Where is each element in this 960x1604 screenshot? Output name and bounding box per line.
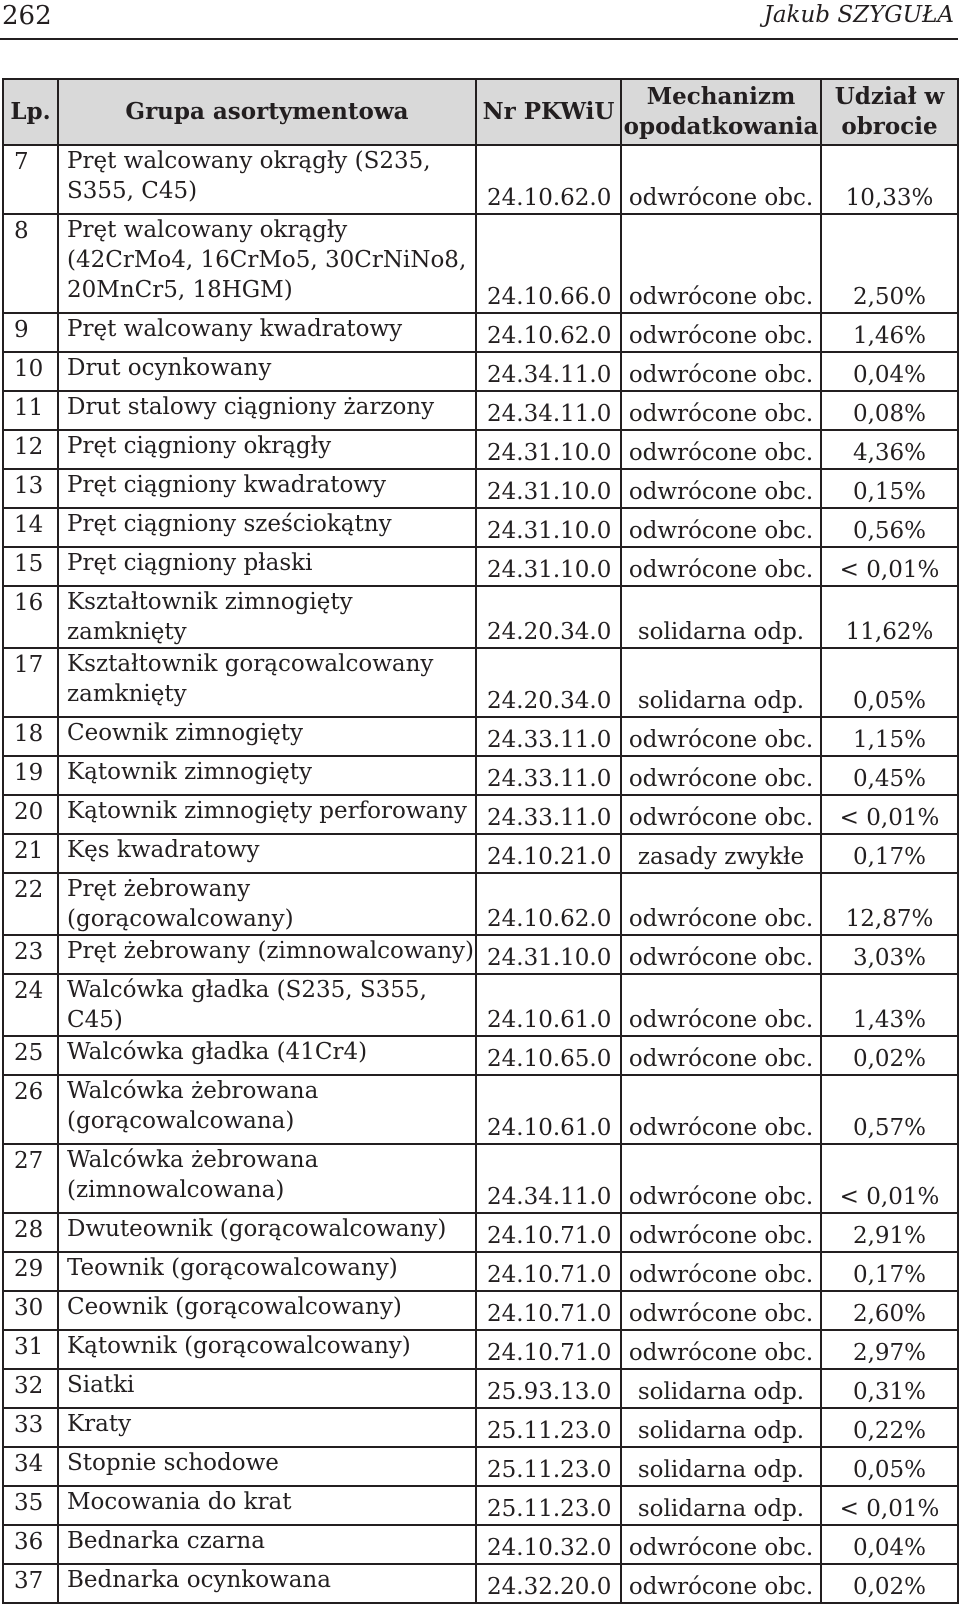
cell-lp: 11 <box>3 391 58 430</box>
cell-group: Walcówka żebrowana (gorącowalcowana) <box>58 1075 476 1144</box>
cell-pkwiu: 24.33.11.0 <box>476 756 621 795</box>
cell-share: 2,91% <box>821 1213 958 1252</box>
cell-share: 0,02% <box>821 1564 958 1603</box>
cell-group: Ceownik (gorącowalcowany) <box>58 1291 476 1330</box>
table-row <box>3 717 958 756</box>
cell-lp: 19 <box>3 756 58 795</box>
table-row <box>3 313 958 352</box>
cell-share: < 0,01% <box>821 1144 958 1213</box>
table-row <box>3 1369 958 1408</box>
cell-group: Pręt ciągniony kwadratowy <box>58 469 476 508</box>
table-body <box>3 145 958 1603</box>
cell-pkwiu: 24.10.71.0 <box>476 1330 621 1369</box>
table-row <box>3 1447 958 1486</box>
table-row <box>3 1330 958 1369</box>
table-row <box>3 1213 958 1252</box>
cell-lp: 10 <box>3 352 58 391</box>
column-header-pkwiu: Nr PKWiU <box>476 79 621 145</box>
cell-pkwiu: 24.31.10.0 <box>476 469 621 508</box>
cell-lp: 16 <box>3 586 58 648</box>
cell-mechanism: zasady zwykłe <box>621 834 821 873</box>
table-row <box>3 795 958 834</box>
cell-share: 12,87% <box>821 873 958 935</box>
cell-pkwiu: 25.93.13.0 <box>476 1369 621 1408</box>
cell-share: 1,46% <box>821 313 958 352</box>
cell-lp: 35 <box>3 1486 58 1525</box>
cell-mechanism: odwrócone obc. <box>621 717 821 756</box>
cell-mechanism: odwrócone obc. <box>621 1075 821 1144</box>
cell-group: Walcówka żebrowana (zimnowalcowana) <box>58 1144 476 1213</box>
cell-lp: 17 <box>3 648 58 717</box>
column-header-lp: Lp. <box>3 79 58 145</box>
cell-mechanism: solidarna odp. <box>621 1408 821 1447</box>
cell-lp: 14 <box>3 508 58 547</box>
cell-mechanism: odwrócone obc. <box>621 313 821 352</box>
cell-group: Ceownik zimnogięty <box>58 717 476 756</box>
cell-lp: 27 <box>3 1144 58 1213</box>
table-row <box>3 430 958 469</box>
cell-share: 4,36% <box>821 430 958 469</box>
cell-share: < 0,01% <box>821 1486 958 1525</box>
cell-group: Drut ocynkowany <box>58 352 476 391</box>
cell-share: 11,62% <box>821 586 958 648</box>
cell-share: < 0,01% <box>821 547 958 586</box>
page-header <box>0 0 958 40</box>
cell-group: Pręt walcowany okrągły (S235, S355, C45) <box>58 145 476 214</box>
cell-mechanism: solidarna odp. <box>621 586 821 648</box>
cell-mechanism: odwrócone obc. <box>621 430 821 469</box>
cell-lp: 33 <box>3 1408 58 1447</box>
cell-group: Kęs kwadratowy <box>58 834 476 873</box>
table-row <box>3 648 958 717</box>
cell-lp: 32 <box>3 1369 58 1408</box>
cell-share: 2,97% <box>821 1330 958 1369</box>
cell-lp: 25 <box>3 1036 58 1075</box>
cell-share: 0,45% <box>821 756 958 795</box>
cell-mechanism: odwrócone obc. <box>621 795 821 834</box>
table-row <box>3 508 958 547</box>
cell-group: Bednarka czarna <box>58 1525 476 1564</box>
cell-mechanism: odwrócone obc. <box>621 214 821 313</box>
cell-lp: 22 <box>3 873 58 935</box>
cell-group: Drut stalowy ciągniony żarzony <box>58 391 476 430</box>
cell-mechanism: odwrócone obc. <box>621 1291 821 1330</box>
cell-lp: 28 <box>3 1213 58 1252</box>
cell-group: Pręt ciągniony sześciokątny <box>58 508 476 547</box>
cell-lp: 15 <box>3 547 58 586</box>
cell-share: 0,05% <box>821 648 958 717</box>
cell-share: 0,02% <box>821 1036 958 1075</box>
cell-pkwiu: 25.11.23.0 <box>476 1408 621 1447</box>
cell-group: Pręt ciągniony płaski <box>58 547 476 586</box>
cell-mechanism: solidarna odp. <box>621 648 821 717</box>
cell-pkwiu: 24.31.10.0 <box>476 547 621 586</box>
cell-mechanism: odwrócone obc. <box>621 1564 821 1603</box>
cell-pkwiu: 24.10.71.0 <box>476 1252 621 1291</box>
cell-group: Dwuteownik (gorącowalcowany) <box>58 1213 476 1252</box>
table-row <box>3 1486 958 1525</box>
cell-mechanism: solidarna odp. <box>621 1369 821 1408</box>
cell-mechanism: odwrócone obc. <box>621 145 821 214</box>
cell-share: 3,03% <box>821 935 958 974</box>
cell-group: Walcówka gładka (S235, S355, C45) <box>58 974 476 1036</box>
table-row <box>3 145 958 214</box>
table-row <box>3 1291 958 1330</box>
cell-pkwiu: 24.10.71.0 <box>476 1291 621 1330</box>
cell-lp: 7 <box>3 145 58 214</box>
cell-share: 10,33% <box>821 145 958 214</box>
cell-pkwiu: 24.10.66.0 <box>476 214 621 313</box>
cell-pkwiu: 24.33.11.0 <box>476 795 621 834</box>
cell-share: 0,17% <box>821 834 958 873</box>
cell-group: Pręt żebrowany (zimnowalcowany) <box>58 935 476 974</box>
cell-pkwiu: 24.10.61.0 <box>476 1075 621 1144</box>
table-row <box>3 1564 958 1603</box>
cell-share: 2,50% <box>821 214 958 313</box>
cell-mechanism: odwrócone obc. <box>621 935 821 974</box>
cell-group: Pręt walcowany kwadratowy <box>58 313 476 352</box>
cell-lp: 20 <box>3 795 58 834</box>
cell-group: Kątownik (gorącowalcowany) <box>58 1330 476 1369</box>
cell-pkwiu: 25.11.23.0 <box>476 1486 621 1525</box>
table-row <box>3 1252 958 1291</box>
table-row <box>3 1408 958 1447</box>
running-head-author: Jakub SZYGUŁA <box>763 2 954 28</box>
cell-group: Bednarka ocynkowana <box>58 1564 476 1603</box>
table-row <box>3 834 958 873</box>
table-row <box>3 469 958 508</box>
cell-lp: 37 <box>3 1564 58 1603</box>
cell-group: Kształtownik gorącowalcowany zamknięty <box>58 648 476 717</box>
table-row <box>3 935 958 974</box>
cell-share: 0,04% <box>821 352 958 391</box>
cell-pkwiu: 24.34.11.0 <box>476 352 621 391</box>
cell-pkwiu: 24.34.11.0 <box>476 391 621 430</box>
cell-group: Mocowania do krat <box>58 1486 476 1525</box>
cell-pkwiu: 24.10.62.0 <box>476 313 621 352</box>
cell-pkwiu: 24.31.10.0 <box>476 430 621 469</box>
cell-lp: 13 <box>3 469 58 508</box>
cell-mechanism: odwrócone obc. <box>621 508 821 547</box>
cell-share: 1,15% <box>821 717 958 756</box>
cell-pkwiu: 24.31.10.0 <box>476 508 621 547</box>
cell-pkwiu: 24.10.62.0 <box>476 145 621 214</box>
cell-lp: 31 <box>3 1330 58 1369</box>
table-row <box>3 586 958 648</box>
cell-mechanism: odwrócone obc. <box>621 974 821 1036</box>
cell-lp: 12 <box>3 430 58 469</box>
table-row <box>3 1525 958 1564</box>
column-header-group: Grupa asortymentowa <box>58 79 476 145</box>
table-row <box>3 1144 958 1213</box>
cell-lp: 34 <box>3 1447 58 1486</box>
cell-group: Walcówka gładka (41Cr4) <box>58 1036 476 1075</box>
cell-mechanism: odwrócone obc. <box>621 1330 821 1369</box>
cell-pkwiu: 24.10.71.0 <box>476 1213 621 1252</box>
cell-share: 0,57% <box>821 1075 958 1144</box>
cell-mechanism: odwrócone obc. <box>621 756 821 795</box>
cell-lp: 23 <box>3 935 58 974</box>
cell-lp: 18 <box>3 717 58 756</box>
cell-pkwiu: 24.20.34.0 <box>476 648 621 717</box>
cell-share: 0,56% <box>821 508 958 547</box>
cell-mechanism: odwrócone obc. <box>621 1144 821 1213</box>
cell-lp: 26 <box>3 1075 58 1144</box>
cell-pkwiu: 24.10.65.0 <box>476 1036 621 1075</box>
cell-group: Pręt walcowany okrągły (42CrMo4, 16CrMo5, 30CrNiNo8, 20MnCr5, 18HGM) <box>58 214 476 313</box>
cell-pkwiu: 24.10.32.0 <box>476 1525 621 1564</box>
cell-mechanism: odwrócone obc. <box>621 391 821 430</box>
cell-share: 0,04% <box>821 1525 958 1564</box>
cell-share: 0,22% <box>821 1408 958 1447</box>
assortment-table <box>2 78 959 1604</box>
table-row <box>3 756 958 795</box>
table-row <box>3 1036 958 1075</box>
column-header-mechanism: Mechanizm opodatkowania <box>621 79 821 145</box>
cell-mechanism: odwrócone obc. <box>621 1525 821 1564</box>
cell-lp: 36 <box>3 1525 58 1564</box>
cell-mechanism: solidarna odp. <box>621 1447 821 1486</box>
cell-mechanism: odwrócone obc. <box>621 1213 821 1252</box>
cell-share: 1,43% <box>821 974 958 1036</box>
page-number: 262 <box>2 1 52 31</box>
cell-lp: 24 <box>3 974 58 1036</box>
table-row <box>3 873 958 935</box>
column-header-share: Udział w obrocie <box>821 79 958 145</box>
cell-share: 0,05% <box>821 1447 958 1486</box>
cell-mechanism: odwrócone obc. <box>621 873 821 935</box>
cell-share: 0,08% <box>821 391 958 430</box>
cell-lp: 21 <box>3 834 58 873</box>
cell-pkwiu: 24.10.62.0 <box>476 873 621 935</box>
cell-group: Kątownik zimnogięty perforowany <box>58 795 476 834</box>
cell-mechanism: odwrócone obc. <box>621 1036 821 1075</box>
table-row <box>3 1075 958 1144</box>
cell-pkwiu: 24.33.11.0 <box>476 717 621 756</box>
cell-group: Kraty <box>58 1408 476 1447</box>
cell-pkwiu: 24.20.34.0 <box>476 586 621 648</box>
cell-group: Kątownik zimnogięty <box>58 756 476 795</box>
cell-mechanism: odwrócone obc. <box>621 352 821 391</box>
cell-pkwiu: 24.10.21.0 <box>476 834 621 873</box>
table-row <box>3 391 958 430</box>
cell-mechanism: odwrócone obc. <box>621 1252 821 1291</box>
table-row <box>3 547 958 586</box>
table-row <box>3 352 958 391</box>
cell-share: 0,31% <box>821 1369 958 1408</box>
table-row <box>3 214 958 313</box>
cell-lp: 9 <box>3 313 58 352</box>
cell-pkwiu: 24.10.61.0 <box>476 974 621 1036</box>
cell-group: Stopnie schodowe <box>58 1447 476 1486</box>
cell-pkwiu: 25.11.23.0 <box>476 1447 621 1486</box>
cell-share: 2,60% <box>821 1291 958 1330</box>
cell-group: Teownik (gorącowalcowany) <box>58 1252 476 1291</box>
cell-pkwiu: 24.31.10.0 <box>476 935 621 974</box>
cell-lp: 29 <box>3 1252 58 1291</box>
cell-lp: 8 <box>3 214 58 313</box>
cell-group: Siatki <box>58 1369 476 1408</box>
cell-mechanism: odwrócone obc. <box>621 469 821 508</box>
cell-mechanism: solidarna odp. <box>621 1486 821 1525</box>
cell-mechanism: odwrócone obc. <box>621 547 821 586</box>
cell-share: 0,17% <box>821 1252 958 1291</box>
table-row <box>3 974 958 1036</box>
table-header-row <box>3 79 958 145</box>
cell-group: Pręt ciągniony okrągły <box>58 430 476 469</box>
cell-group: Kształtownik zimnogięty zamknięty <box>58 586 476 648</box>
cell-share: < 0,01% <box>821 795 958 834</box>
cell-pkwiu: 24.32.20.0 <box>476 1564 621 1603</box>
cell-pkwiu: 24.34.11.0 <box>476 1144 621 1213</box>
cell-group: Pręt żebrowany (gorącowalcowany) <box>58 873 476 935</box>
cell-share: 0,15% <box>821 469 958 508</box>
cell-lp: 30 <box>3 1291 58 1330</box>
